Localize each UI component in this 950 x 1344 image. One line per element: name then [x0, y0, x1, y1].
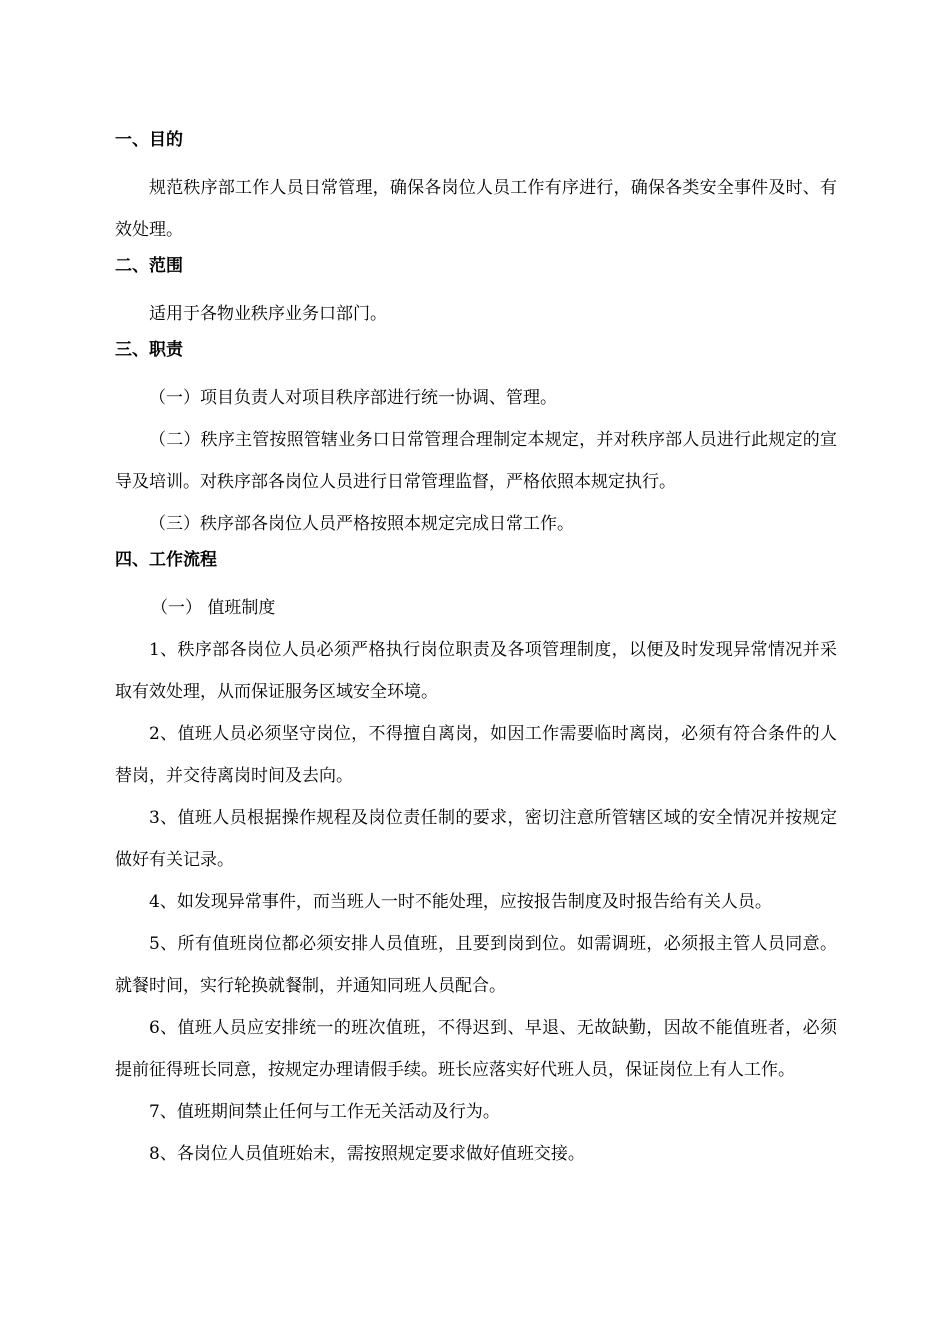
duty-rule-7: 7、值班期间禁止任何与工作无关活动及行为。 [149, 1102, 500, 1122]
responsibility-item-2: （二）秩序主管按照管辖业务口日常管理合理制定本规定，并对秩序部人员进行此规定的宣导及培训。对秩序部各岗位人员进行日常管理监督，严格依照本规定执行。 [115, 430, 837, 492]
section-heading-scope: 二、范围 [115, 256, 183, 276]
section-heading-responsibilities: 三、职责 [115, 340, 183, 360]
duty-rule-3: 3、值班人员根据操作规程及岗位责任制的要求，密切注意所管辖区域的安全情况并按规定做好有关记录。 [115, 808, 837, 870]
responsibility-item-3: （三）秩序部各岗位人员严格按照本规定完成日常工作。 [149, 514, 574, 534]
duty-rule-6: 6、值班人员应安排统一的班次值班，不得迟到、早退、无故缺勤，因故不能值班者，必须提前征得班长同意，按规定办理请假手续。班长应落实好代班人员，保证岗位上有人工作。 [115, 1018, 837, 1080]
duty-rule-5: 5、所有值班岗位都必须安排人员值班，且要到岗到位。如需调班，必须报主管人员同意。就餐时间，实行轮换就餐制，并通知同班人员配合。 [115, 934, 837, 996]
responsibility-item-1: （一）项目负责人对项目秩序部进行统一协调、管理。 [149, 388, 557, 408]
duty-rule-2: 2、值班人员必须坚守岗位，不得擅自离岗，如因工作需要临时离岗，必须有符合条件的人替岗，并交待离岗时间及去向。 [115, 724, 837, 786]
section-heading-purpose: 一、目的 [115, 130, 183, 150]
scope-paragraph: 适用于各物业秩序业务口部门。 [149, 304, 387, 324]
section-heading-workflow: 四、工作流程 [115, 550, 217, 570]
duty-rule-4: 4、如发现异常事件，而当班人一时不能处理，应按报告制度及时报告给有关人员。 [149, 892, 772, 912]
duty-rule-8: 8、各岗位人员值班始末，需按照规定要求做好值班交接。 [149, 1144, 585, 1164]
workflow-subheading-duty-system: （一） 值班制度 [151, 598, 276, 618]
document-page [115, 125, 837, 1175]
purpose-paragraph: 规范秩序部工作人员日常管理，确保各岗位人员工作有序进行，确保各类安全事件及时、有效处理。 [115, 178, 837, 240]
duty-rule-1: 1、秩序部各岗位人员必须严格执行岗位职责及各项管理制度，以便及时发现异常情况并采取有效处理，从而保证服务区域安全环境。 [115, 640, 837, 702]
